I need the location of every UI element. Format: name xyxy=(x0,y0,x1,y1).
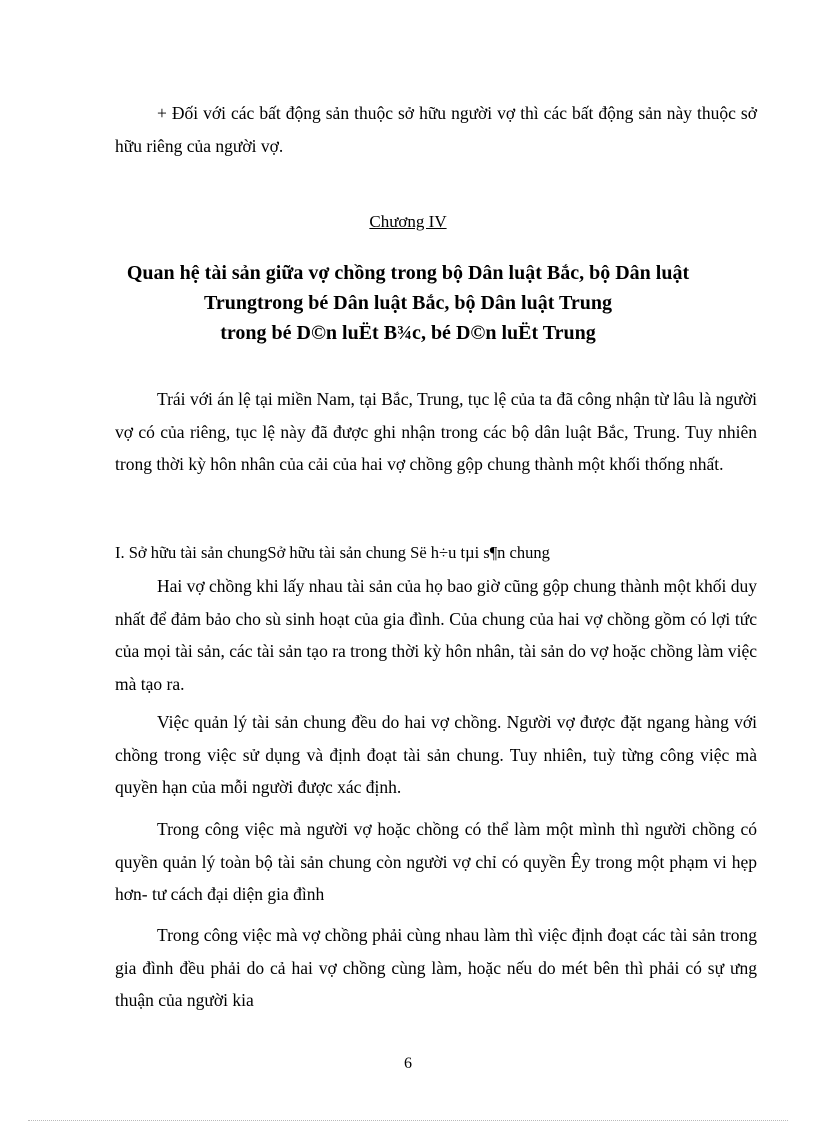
chapter-title-line: Trungtrong bé Dân luật Bắc, bộ Dân luật Trung xyxy=(203,292,613,314)
chapter-title-line: Quan hệ tài sản giữa vợ chồng trong bộ Dân luật Bắc, bộ Dân luật xyxy=(126,262,690,284)
chapter-heading: Chương IV xyxy=(369,212,447,231)
page-number: 6 xyxy=(404,1055,412,1072)
chapter-title-line: trong bé D©n luËt B¾c, bé D©n luËt Trung xyxy=(220,322,596,344)
section-heading: I. Sở hữu tài sản chungSở hữu tài sản chung Së h÷u tµi s¶n chung xyxy=(115,543,550,562)
page-bottom-divider xyxy=(28,1120,788,1121)
paragraph-common-property: Hai vợ chồng khi lấy nhau tài sản của họ bao giờ cũng gộp chung thành một khối duy nhất để đảm bảo cho sù sinh hoạt của gia đình. Của chung của hai vợ chồng gồm có lợi tức của mọi tài sản, các tài sản tạo ra trong thời kỳ hôn nhân, tài sản do vợ hoặc chồng làm việc mà tạo ra. xyxy=(115,576,757,694)
chapter-title xyxy=(0,258,816,348)
paragraph-intro: Trái với án lệ tại miền Nam, tại Bắc, Trung, tục lệ của ta đã công nhận từ lâu là người vợ có của riêng, tục lệ này đã được ghi nhận trong các bộ dân luật Bắc, Trung. Tuy nhiên trong thời kỳ hôn nhân của cải của hai vợ chồng gộp chung thành một khối thống nhất. xyxy=(115,389,757,474)
paragraph-real-estate: + Đối với các bất động sản thuộc sở hữu người vợ thì các bất động sản này thuộc sở hữu riêng của người vợ. xyxy=(115,103,757,156)
paragraph-alone: Trong công việc mà người vợ hoặc chồng có thể làm một mình thì người chồng có quyền quản lý toàn bộ tài sản chung còn người vợ chỉ có quyền Êy trong một phạm vi hẹp hơn- tư cách đại diện gia đình xyxy=(115,819,757,904)
paragraph-management: Việc quản lý tài sản chung đều do hai vợ chồng. Người vợ được đặt ngang hàng với chồng trong việc sử dụng và định đoạt tài sản chung. Tuy nhiên, tuỳ từng công việc mà quyền hạn của mỗi người được xác định. xyxy=(115,712,757,797)
paragraph-together: Trong công việc mà vợ chồng phải cùng nhau làm thì việc định đoạt các tài sản trong gia đình đều phải do cả hai vợ chồng cùng làm, hoặc nếu do mét bên thì phải có sự ưng thuận của người kia xyxy=(115,925,757,1010)
